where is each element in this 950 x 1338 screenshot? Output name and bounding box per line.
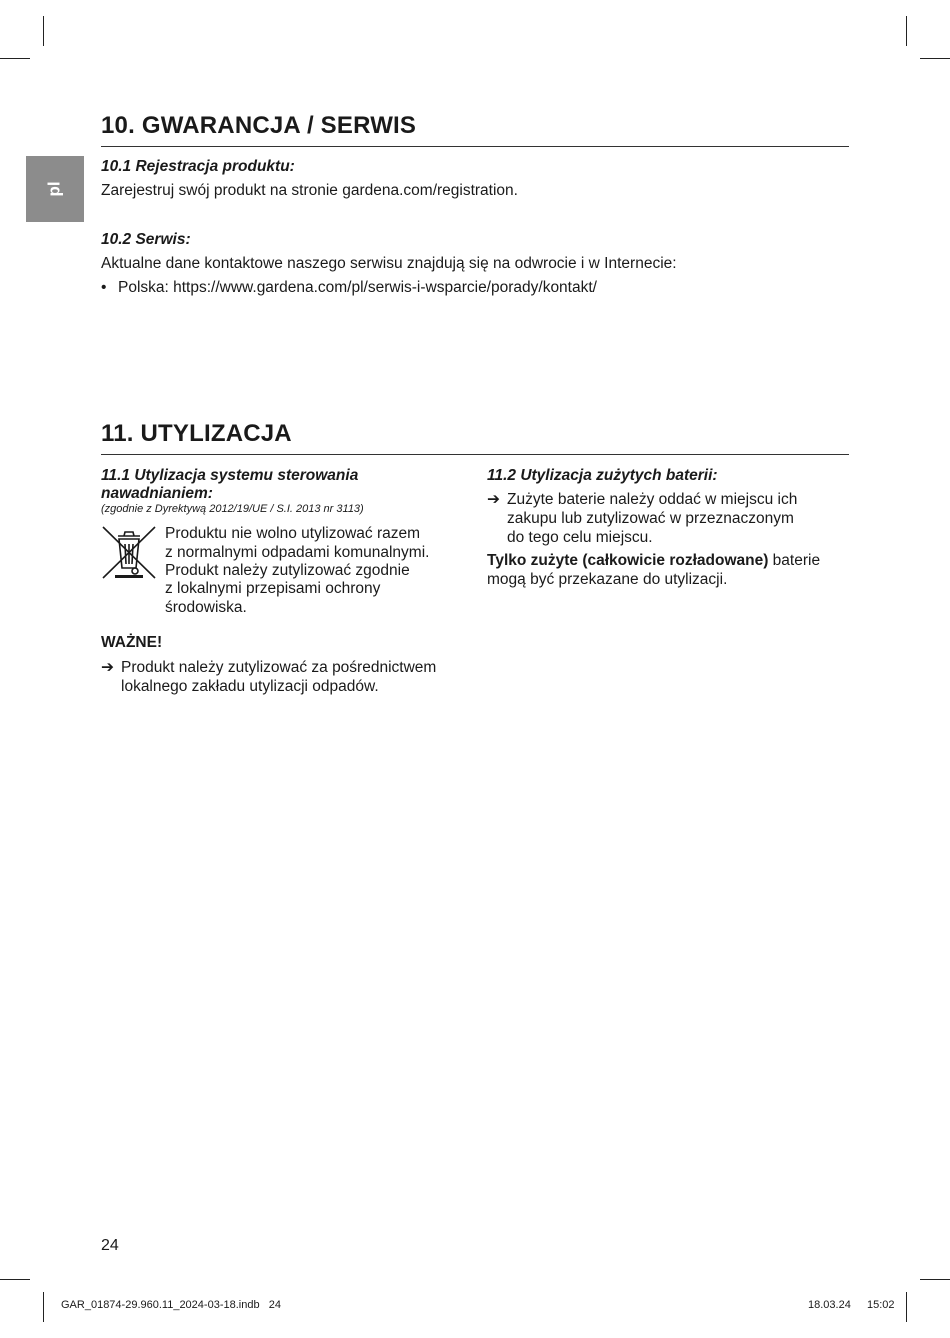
- section-11-2-heading: 11.2 Utylizacja zużytych baterii:: [487, 467, 718, 484]
- crop-mark: [0, 1279, 30, 1280]
- important-item: [101, 658, 436, 696]
- arrow-right-icon: ➔: [487, 491, 500, 508]
- language-tab: [26, 156, 84, 222]
- bullet-icon: •: [101, 279, 107, 296]
- crop-mark: [906, 16, 907, 46]
- disposal-info-line: z lokalnymi przepisami ochrony: [165, 580, 381, 597]
- disposal-info-line: z normalnymi odpadami komunalnymi.: [165, 544, 430, 561]
- battery-note-bold: Tylko zużyte (całkowicie rozładowane): [487, 552, 769, 569]
- battery-line: Zużyte baterie należy oddać w miejscu ich: [507, 491, 798, 508]
- crop-mark: [43, 16, 44, 46]
- crop-mark: [43, 1292, 44, 1322]
- section-11-title: 11. UTYLIZACJA: [101, 420, 292, 447]
- section-10-rule: [101, 146, 849, 147]
- directive-note: (zgodnie z Dyrektywą 2012/19/UE / S.I. 2013 nr 3113): [101, 503, 364, 515]
- battery-note-rest: baterie: [768, 552, 821, 569]
- section-10-2-heading: 10.2 Serwis:: [101, 231, 191, 248]
- footer-file-info: GAR_01874-29.960.11_2024-03-18.indb 24: [61, 1299, 281, 1311]
- crop-mark: [920, 1279, 950, 1280]
- service-contact-link[interactable]: Polska: https://www.gardena.com/pl/serwis-i-wsparcie/porady/kontakt/: [118, 279, 597, 296]
- disposal-info-line: Produkt należy zutylizować zgodnie: [165, 562, 410, 579]
- arrow-right-icon: ➔: [101, 659, 114, 676]
- section-10-1-heading: 10.1 Rejestracja produktu:: [101, 158, 295, 175]
- section-10-2-text: Aktualne dane kontaktowe naszego serwisu znajdują się na odwrocie i w Internecie:: [101, 255, 677, 272]
- crossed-out-wheelie-bin-icon: [101, 524, 157, 580]
- page-number: 24: [101, 1237, 119, 1254]
- disposal-info-line: Produktu nie wolno utylizować razem: [165, 525, 421, 542]
- language-tab-label: pl: [44, 181, 64, 197]
- section-11-1-heading-line2: nawadnianiem:: [101, 485, 213, 502]
- section-10-title: 10. GWARANCJA / SERWIS: [101, 112, 417, 139]
- section-10-1-text: Zarejestruj swój produkt na stronie gardena.com/registration.: [101, 182, 518, 199]
- section-11-1-heading-line1: 11.1 Utylizacja systemu sterowania: [101, 467, 359, 484]
- footer-time: 15:02: [867, 1299, 895, 1311]
- section-11-rule: [101, 454, 849, 455]
- disposal-info-line: środowiska.: [165, 599, 247, 616]
- battery-line: zakupu lub zutylizować w przeznaczonym: [507, 510, 794, 527]
- important-line: Produkt należy zutylizować za pośrednictwem: [121, 659, 437, 676]
- important-label: WAŻNE!: [101, 634, 163, 651]
- battery-line: do tego celu miejscu.: [507, 529, 653, 546]
- footer-date: 18.03.24: [808, 1299, 851, 1311]
- important-line: lokalnego zakładu utylizacji odpadów.: [121, 678, 379, 695]
- battery-note-line2: mogą być przekazane do utylizacji.: [487, 571, 728, 588]
- battery-disposal-item: [487, 490, 797, 547]
- crop-mark: [906, 1292, 907, 1322]
- crop-mark: [0, 58, 30, 59]
- service-contact-item: [101, 278, 597, 297]
- crop-mark: [920, 58, 950, 59]
- battery-note-line1: [487, 551, 820, 570]
